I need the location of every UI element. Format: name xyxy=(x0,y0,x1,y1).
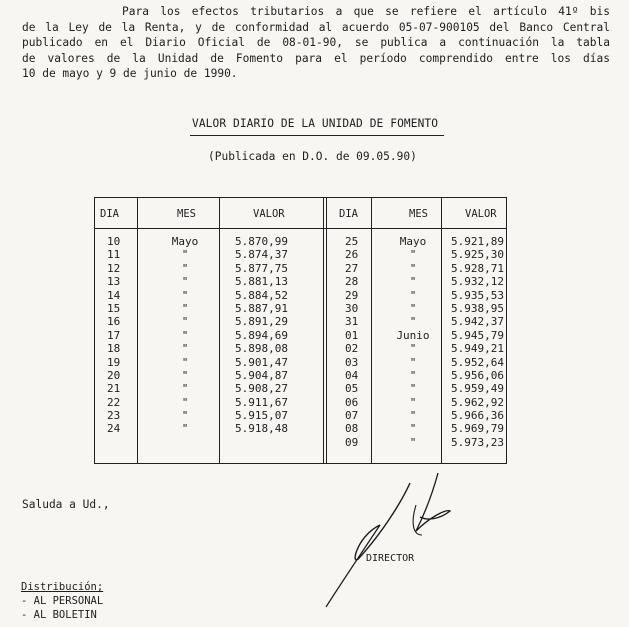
cell-valor: 5.959,49 xyxy=(451,382,504,396)
cell-valor: 5.935,53 xyxy=(451,288,504,302)
cell-valor: 5.870,99 xyxy=(235,235,288,248)
cell-dia: 02 xyxy=(345,342,359,356)
distribution-item: - AL BOLETIN xyxy=(21,609,97,621)
cell-valor: 5.949,21 xyxy=(451,342,504,356)
cell-mes: " xyxy=(181,301,189,315)
cell-dia: 04 xyxy=(345,368,359,382)
cell-dia: 19 xyxy=(107,355,121,369)
cell-mes: " xyxy=(181,342,189,356)
cell-dia: 03 xyxy=(345,355,359,369)
cell-mes: " xyxy=(181,248,189,262)
cell-valor: 5.925,30 xyxy=(451,248,504,262)
column-divider xyxy=(137,198,138,463)
cell-mes: " xyxy=(181,409,189,423)
table-title: VALOR DIARIO DE LA UNIDAD DE FOMENTO xyxy=(192,117,439,130)
cell-mes: " xyxy=(409,422,417,436)
header-valor-right: VALOR xyxy=(465,208,497,220)
cell-valor: 5.898,08 xyxy=(235,342,288,356)
cell-mes: " xyxy=(409,355,417,369)
cell-dia: 11 xyxy=(107,248,121,262)
cell-valor: 5.942,37 xyxy=(451,315,504,329)
cell-mes: " xyxy=(409,382,417,396)
cell-mes: " xyxy=(181,368,189,382)
cell-mes: Mayo xyxy=(171,235,199,248)
cell-valor: 5.966,36 xyxy=(451,409,504,423)
cell-valor: 5.928,71 xyxy=(451,261,504,275)
cell-dia: 13 xyxy=(107,275,121,289)
intro-line-4: de valores de la Unidad de Fomento para el período comprendido entre los días xyxy=(22,51,610,65)
cell-valor: 5.894,69 xyxy=(235,328,288,342)
handwritten-signature xyxy=(320,465,460,615)
cell-mes: " xyxy=(409,288,417,302)
cell-dia: 07 xyxy=(345,409,359,423)
uf-values-table xyxy=(94,197,507,464)
cell-valor: 5.956,06 xyxy=(451,368,504,382)
intro-line-5: 10 de mayo y 9 de junio de 1990. xyxy=(22,67,238,80)
cell-mes: " xyxy=(409,248,417,262)
cell-mes: " xyxy=(181,315,189,329)
cell-dia: 28 xyxy=(345,275,359,289)
cell-dia: 30 xyxy=(345,301,359,315)
cell-dia: 25 xyxy=(345,235,359,248)
column-divider xyxy=(441,198,442,463)
cell-mes: " xyxy=(409,368,417,382)
cell-mes: " xyxy=(409,342,417,356)
header-valor-left: VALOR xyxy=(253,208,285,220)
cell-mes: " xyxy=(181,355,189,369)
cell-valor: 5.969,79 xyxy=(451,422,504,436)
table-header-row xyxy=(95,198,506,229)
cell-mes: " xyxy=(181,261,189,275)
intro-line-2: de la Ley de la Renta, y de conformidad al acuerdo 05-07-900105 del Banco Central xyxy=(22,20,610,34)
cell-dia: 09 xyxy=(345,435,359,449)
cell-mes: " xyxy=(409,315,417,329)
cell-valor: 5.921,89 xyxy=(451,235,504,248)
cell-valor: 5.904,87 xyxy=(235,368,288,382)
intro-paragraph xyxy=(22,4,610,82)
cell-dia: 14 xyxy=(107,288,121,302)
header-dia-left: DIA xyxy=(100,208,119,220)
column-mes-right xyxy=(387,235,439,449)
cell-dia: 15 xyxy=(107,301,121,315)
cell-dia: 12 xyxy=(107,261,121,275)
cell-valor: 5.874,37 xyxy=(235,248,288,262)
cell-dia: 10 xyxy=(107,235,121,248)
column-valor-left xyxy=(235,235,288,436)
table-subtitle: (Publicada en D.O. de 09.05.90) xyxy=(208,150,417,163)
cell-valor: 5.915,07 xyxy=(235,409,288,423)
cell-mes: " xyxy=(409,395,417,409)
cell-valor: 5.881,13 xyxy=(235,275,288,289)
signer-title: DIRECTOR xyxy=(366,553,415,564)
intro-line-3: publicado en el Diario Oficial de 08-01-90, se publica a continuación la tabla xyxy=(22,36,610,49)
column-divider xyxy=(219,198,220,463)
title-underline xyxy=(190,135,444,136)
header-mes-left: MES xyxy=(177,208,196,220)
cell-valor: 5.962,92 xyxy=(451,395,504,409)
cell-mes: " xyxy=(409,409,417,423)
center-double-divider xyxy=(323,198,327,463)
cell-mes: " xyxy=(409,301,417,315)
cell-valor: 5.877,75 xyxy=(235,261,288,275)
column-dia-right xyxy=(345,235,358,449)
cell-valor: 5.973,23 xyxy=(451,435,504,449)
cell-valor: 5.938,95 xyxy=(451,301,504,315)
cell-mes: Mayo xyxy=(399,235,427,248)
cell-mes: " xyxy=(181,382,189,396)
column-divider xyxy=(371,198,372,463)
cell-mes: " xyxy=(181,422,189,436)
cell-dia: 17 xyxy=(107,328,121,342)
cell-valor: 5.932,12 xyxy=(451,275,504,289)
closing-salutation: Saluda a Ud., xyxy=(22,498,110,511)
cell-valor: 5.901,47 xyxy=(235,355,288,369)
cell-dia: 01 xyxy=(345,328,359,342)
cell-mes: " xyxy=(181,288,189,302)
cell-dia: 16 xyxy=(107,315,121,329)
cell-dia: 29 xyxy=(345,288,359,302)
cell-dia: 27 xyxy=(345,261,359,275)
cell-dia: 22 xyxy=(107,395,121,409)
cell-dia: 21 xyxy=(107,382,121,396)
intro-line-1: Para los efectos tributarios a que se refiere el artículo 41º bis xyxy=(122,5,610,18)
cell-dia: 20 xyxy=(107,368,121,382)
cell-valor: 5.891,29 xyxy=(235,315,288,329)
distribution-item: - AL PERSONAL xyxy=(21,595,104,607)
header-dia-right: DIA xyxy=(339,208,358,220)
cell-dia: 05 xyxy=(345,382,359,396)
cell-mes: " xyxy=(409,435,417,449)
cell-dia: 06 xyxy=(345,395,359,409)
cell-dia: 31 xyxy=(345,315,359,329)
cell-mes: " xyxy=(181,328,189,342)
distribution-heading: Distribución; xyxy=(21,581,104,593)
cell-mes: " xyxy=(181,275,189,289)
cell-valor: 5.887,91 xyxy=(235,301,288,315)
cell-valor: 5.884,52 xyxy=(235,288,288,302)
cell-mes: Junio xyxy=(396,328,430,342)
cell-valor: 5.952,64 xyxy=(451,355,504,369)
distribution-block xyxy=(21,580,103,622)
cell-valor: 5.908,27 xyxy=(235,382,288,396)
column-dia-left xyxy=(107,235,120,436)
cell-dia: 08 xyxy=(345,422,359,436)
cell-valor: 5.911,67 xyxy=(235,395,288,409)
cell-dia: 18 xyxy=(107,342,121,356)
column-valor-right xyxy=(451,235,504,449)
cell-mes: " xyxy=(181,395,189,409)
header-mes-right: MES xyxy=(409,208,428,220)
cell-valor: 5.945,79 xyxy=(451,328,504,342)
cell-dia: 23 xyxy=(107,409,121,423)
cell-mes: " xyxy=(409,275,417,289)
cell-dia: 24 xyxy=(107,422,121,436)
cell-mes: " xyxy=(409,261,417,275)
column-mes-left xyxy=(157,235,213,436)
cell-valor: 5.918,48 xyxy=(235,422,288,436)
cell-dia: 26 xyxy=(345,248,359,262)
